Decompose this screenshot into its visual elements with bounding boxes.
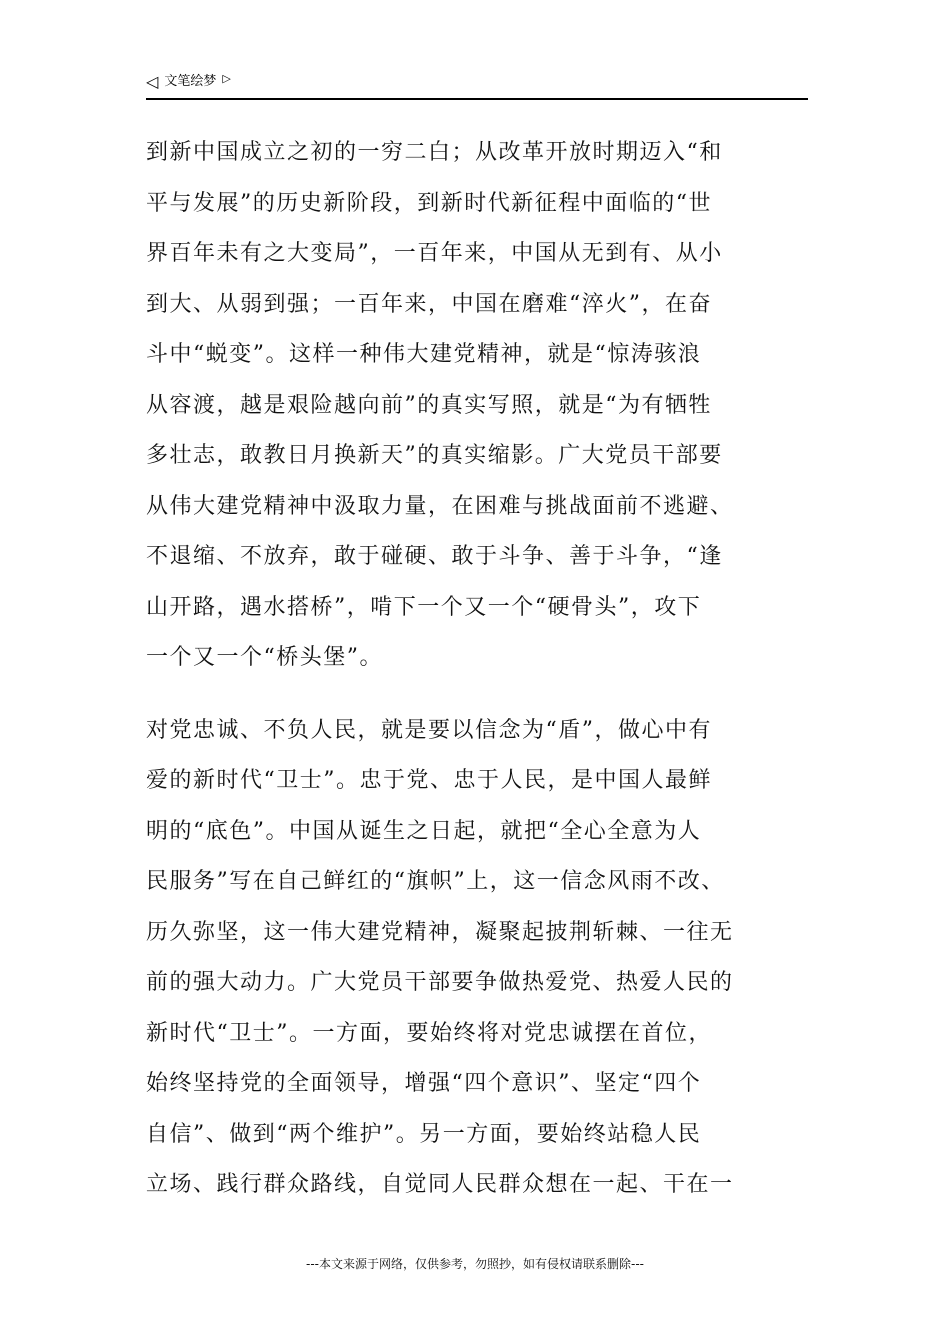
- text-line: 一个又一个“桥头堡”。: [146, 645, 383, 670]
- right-triangle-icon: ▷: [222, 72, 231, 85]
- text-line: 从容渡，越是艰险越向前”的真实写照，就是“为有牺牲: [146, 392, 712, 418]
- text-line: 界百年未有之大变局”，一百年来，中国从无到有、从小: [146, 241, 723, 266]
- text-line: 明的“底色”。中国从诞生之日起，就把“全心全意为人: [146, 818, 702, 844]
- brand-label: 文笔绘梦: [164, 74, 217, 89]
- text-line: 对党忠诚、不负人民，就是要以信念为“盾”，做心中有: [146, 717, 712, 743]
- text-line: 斗中“蜕变”。这样一种伟大建党精神，就是“惊涛骇浪: [146, 342, 702, 367]
- paragraph-1: [146, 128, 810, 684]
- text-line: 从伟大建党精神中汲取力量，在困难与挑战面前不逃避、: [146, 493, 734, 519]
- text-line: 平与发展”的历史新阶段，到新时代新征程中面临的“世: [146, 190, 712, 216]
- text-line: 民服务”写在自己鲜红的“旗帜”上，这一信念风雨不改、: [146, 869, 725, 894]
- text-line: 新时代“卫士”。一方面，要始终将对党忠诚摆在首位，: [146, 1020, 712, 1046]
- text-line: 始终坚持党的全面领导，增强“四个意识”、坚定“四个: [146, 1071, 702, 1096]
- text-line: 不退缩、不放弃，敢于碰硬、敢于斗争、善于斗争，“逢: [146, 544, 723, 569]
- page-footer: ---本文来源于网络，仅供参考，勿照抄，如有侵权请联系删除---: [306, 1257, 644, 1271]
- text-line: 历久弥坚，这一伟大建党精神，凝聚起披荆斩棘、一往无: [146, 919, 734, 945]
- text-line: 到大、从弱到强；一百年来，中国在磨难“淬火”，在奋: [146, 291, 712, 317]
- text-line: 立场、践行群众路线，自觉同人民群众想在一起、干在一: [146, 1172, 734, 1197]
- text-line: 自信”、做到“两个维护”。另一方面，要始终站稳人民: [146, 1121, 702, 1147]
- left-triangle-icon: ◁: [146, 72, 159, 91]
- text-line: 山开路，遇水搭桥”，啃下一个又一个“硬骨头”，攻下: [146, 594, 702, 620]
- header-brand: [146, 73, 231, 91]
- page-header: [146, 72, 808, 100]
- document-body: [146, 128, 810, 1211]
- paragraph-2: [146, 706, 810, 1211]
- text-line: 到新中国成立之初的一穷二白；从改革开放时期迈入“和: [146, 140, 723, 165]
- text-line: 爱的新时代“卫士”。忠于党、忠于人民，是中国人最鲜: [146, 768, 712, 793]
- text-line: 前的强大动力。广大党员干部要争做热爱党、热爱人民的: [146, 970, 734, 995]
- text-line: 多壮志，敢教日月换新天”的真实缩影。广大党员干部要: [146, 443, 723, 468]
